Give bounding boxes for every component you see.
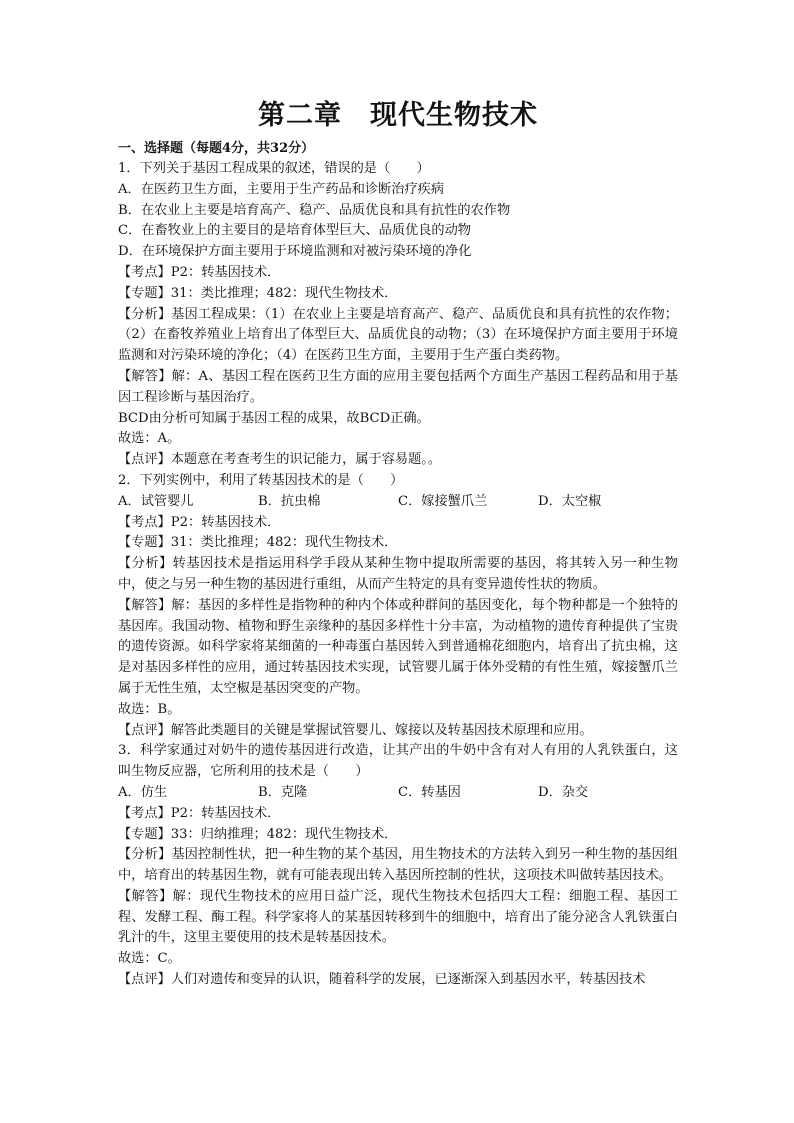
option-c: C．转基因 [398,784,461,800]
option-a: A．在医药卫生方面，主要用于生产药品和诊断治疗疾病 [118,181,445,197]
option-b: B．克隆 [258,784,308,800]
fenxi: 【分析】基因工程成果：（1）在农业上主要是培育高产、稳产、品质优良和具有抗性的农作物；（2）在畜牧养殖业上培育出了体型巨大、品质优良的动物；（3）在环境保护方面主要用于环境监测和对污染环境的净化；（4）在医药卫生方面，主要用于生产蛋白类药物。 [118,306,678,364]
option-a: A．试管婴儿 [118,493,194,509]
option-a: A．仿生 [118,784,168,800]
option-b: B．在农业上主要是培育高产、稳产、品质优良和具有抗性的农作物 [118,202,511,218]
fenxi: 【分析】转基因技术是指运用科学手段从某种生物中提取所需要的基因，将其转入另一种生物中，使之与另一种生物的基因进行重组，从而产生特定的具有变异遗传性状的物质。 [118,556,678,592]
dianping: 【点评】本题意在考查考生的识记能力，属于容易题。。 [118,452,442,468]
jieda-bcd: BCD由分析可知属于基因工程的成果，故BCD正确。 [118,410,430,426]
option-d: D．太空椒 [538,493,602,509]
fenxi: 【分析】基因控制性状，把一种生物的某个基因，用生物技术的方法转入到另一种生物的基因组中，培育出的转基因生物，就有可能表现出转入基因所控制的性状，这项技术叫做转基因技术。 [118,847,678,884]
dianping: 【点评】人们对遗传和变异的认识，随着科学的发展，已逐渐深入到基因水平，转基因技术 [118,972,646,988]
dianping: 【点评】解答此类题目的关键是掌握试管婴儿、嫁接以及转基因技术原理和应用。 [118,722,593,738]
question-stem: 3．科学家通过对奶牛的遗传基因进行改造，让其产出的牛奶中含有对人有用的人乳铁蛋白，这叫生物反应器，它所利用的技术是（ ） [118,743,678,780]
jieda: 【解答】解：现代生物技术的应用日益广泛，现代生物技术包括四大工程：细胞工程、基因工程、发酵工程、酶工程。科学家将人的某基因转移到牛的细胞中，培育出了能分泌含人乳铁蛋白乳汁的牛，这里主要使用的技术是转基因技术。 [118,888,678,946]
chapter-title: 第二章 现代生物技术 [258,100,538,131]
answer: 故选：A。 [118,431,181,447]
option-b: B．抗虫棉 [258,493,321,509]
options-row [118,492,678,513]
question-stem: 1．下列关于基因工程成果的叙述，错误的是（ ） [118,161,430,176]
option-c: C．在畜牧业上的主要目的是培育体型巨大、品质优良的动物 [118,223,471,239]
kaodian: 【考点】P2：转基因技术． [118,805,281,821]
zhuanti: 【专题】31：类比推理；482：现代生物技术． [118,285,398,301]
options-row [118,783,678,804]
zhuanti: 【专题】31：类比推理；482：现代生物技术． [118,535,398,551]
section-heading: 一、选择题（每题4分，共32分） [118,141,315,156]
document-page [118,96,678,991]
zhuanti: 【专题】33：归纳推理；482：现代生物技术． [118,826,398,842]
question-1 [118,159,678,471]
option-d: D．杂交 [538,784,589,800]
kaodian: 【考点】P2：转基因技术． [118,514,281,530]
answer: 故选：B。 [118,701,181,717]
option-d: D．在环境保护方面主要用于环境监测和对被污染环境的净化 [118,244,472,260]
option-c: C．嫁接蟹爪兰 [398,493,488,509]
question-stem: 2．下列实例中，利用了转基因技术的是（ ） [118,472,404,488]
kaodian: 【考点】P2：转基因技术． [118,264,281,280]
question-3 [118,741,678,991]
jieda: 【解答】解：A、基因工程在医药卫生方面的应用主要包括两个方面生产基因工程药品和用于基因工程诊断与基因治疗。 [118,368,678,405]
jieda: 【解答】解：基因的多样性是指物种的种内个体或种群间的基因变化，每个物种都是一个独特的基因库。我国动物、植物和野生亲缘种的基因多样性十分丰富，为动植物的遗传育种提供了宝贵的遗传资源。如科学家将某细菌的一种毒蛋白基因转入到普通棉花细胞内，培育出了抗虫棉，这是对基因多样性的应用，通过转基因技术实现，试管婴儿属于体外受精的有性生殖，嫁接蟹爪兰属于无性生殖，太空椒是基因突变的产物。 [118,597,678,696]
answer: 故选：C。 [118,951,181,967]
question-2 [118,471,678,741]
